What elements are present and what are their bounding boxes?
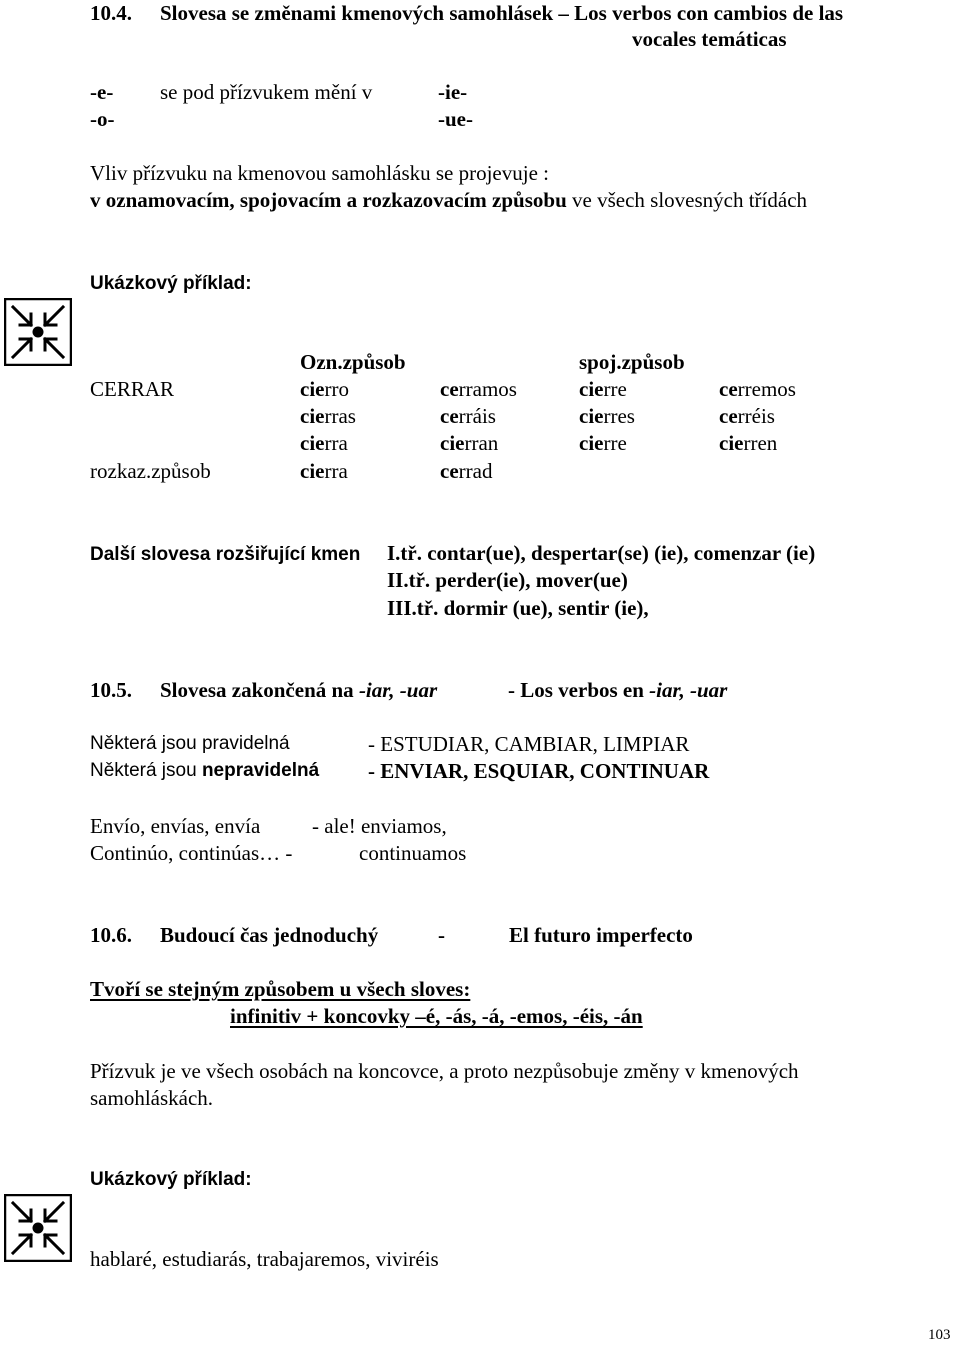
stem: ce bbox=[440, 377, 459, 401]
ending: rra bbox=[324, 431, 348, 455]
conj-subj-pl-1 bbox=[719, 376, 796, 402]
title-endings-es: -iar, -uar bbox=[649, 678, 728, 702]
section-number: 10.4. bbox=[90, 1, 132, 25]
stem: cie bbox=[300, 459, 325, 483]
formation-label: Tvoří se stejným způsobem u všech sloves: bbox=[90, 977, 471, 1001]
verb-infinitive: CERRAR bbox=[90, 377, 175, 401]
stem: cie bbox=[579, 377, 604, 401]
formation-rule: infinitiv + koncovky –é, -ás, -á, -emos, -éis, -án bbox=[230, 1004, 643, 1028]
stem: cie bbox=[300, 377, 325, 401]
stem: ce bbox=[440, 459, 459, 483]
conj-subj-pl-2 bbox=[719, 403, 775, 429]
section-title: Slovesa se změnami kmenových samohlásek – Los verbos con cambios de las bbox=[160, 1, 844, 25]
ending: rramos bbox=[458, 377, 517, 401]
stem: cie bbox=[300, 404, 325, 428]
irregular-list: - ENVIAR, ESQUIAR, CONTINUAR bbox=[368, 759, 710, 783]
ending: rra bbox=[324, 459, 348, 483]
stem: cie bbox=[579, 431, 604, 455]
title-text-es: - Los verbos en bbox=[508, 678, 650, 702]
influence-line-1: Vliv přízvuku na kmenovou samohlásku se projevuje : bbox=[90, 161, 549, 185]
header-indicative: Ozn.způsob bbox=[300, 350, 406, 374]
future-example-forms: hablaré, estudiarás, trabajaremos, viviréis bbox=[90, 1247, 439, 1271]
ending: rréis bbox=[737, 404, 775, 428]
stem: cie bbox=[300, 431, 325, 455]
stress-note-line-1: Přízvuk je ve všech osobách na koncovce, a proto nezpůsobuje změny v kmenových bbox=[90, 1059, 799, 1083]
ending: rre bbox=[603, 431, 627, 455]
more-verbs-class-1: I.tř. contar(ue), despertar(se) (ie), comenzar (ie) bbox=[387, 541, 816, 565]
arrows-converging-icon bbox=[4, 1194, 72, 1262]
conj-subj-pl-3 bbox=[719, 430, 777, 456]
section-title bbox=[160, 677, 437, 703]
conj-ind-pl-3 bbox=[440, 430, 498, 456]
ending: rre bbox=[603, 377, 627, 401]
imperative-pl bbox=[440, 458, 492, 484]
stem: ce bbox=[440, 404, 459, 428]
ending: rras bbox=[324, 404, 356, 428]
conj-subj-sg-2 bbox=[579, 403, 635, 429]
example-enviar-but: - ale! enviamos, bbox=[312, 814, 447, 838]
section-title-es: El futuro imperfecto bbox=[509, 923, 693, 947]
conj-ind-sg-2 bbox=[300, 403, 356, 429]
example-continuar-but: continuamos bbox=[359, 841, 467, 865]
more-verbs-class-2: II.tř. perder(ie), mover(ue) bbox=[387, 568, 628, 592]
conj-subj-sg-1 bbox=[579, 376, 627, 402]
example-enviar-forms: Envío, envías, envía bbox=[90, 814, 261, 838]
conj-ind-pl-1 bbox=[440, 376, 517, 402]
section-number: 10.5. bbox=[90, 678, 132, 702]
conj-subj-sg-3 bbox=[579, 430, 627, 456]
example-label: Ukázkový příklad: bbox=[90, 273, 252, 294]
header-subjunctive: spoj.způsob bbox=[579, 350, 685, 374]
imperative-sg bbox=[300, 458, 348, 484]
vowel-from-o: -o- bbox=[90, 107, 115, 131]
conj-ind-sg-3 bbox=[300, 430, 348, 456]
vowel-change-text: se pod přízvukem mění v bbox=[160, 80, 373, 104]
ending: rres bbox=[603, 404, 635, 428]
more-verbs-caption: Další slovesa rozšiřující kmen bbox=[90, 544, 361, 565]
vowel-to-ie: -ie- bbox=[438, 80, 468, 104]
title-text: Slovesa zakončená na bbox=[160, 678, 359, 702]
section-title-es bbox=[508, 677, 727, 703]
ending: rremos bbox=[737, 377, 796, 401]
regular-label: Některá jsou pravidelná bbox=[90, 733, 290, 754]
stem: ce bbox=[719, 377, 738, 401]
ending: rro bbox=[324, 377, 349, 401]
title-endings: -iar, -uar bbox=[358, 678, 438, 702]
page-number: 103 bbox=[928, 1327, 951, 1343]
influence-rest: ve všech slovesných třídách bbox=[566, 188, 808, 212]
stem: cie bbox=[579, 404, 604, 428]
ending: rráis bbox=[458, 404, 496, 428]
ending: rrad bbox=[458, 459, 493, 483]
ending: rren bbox=[743, 431, 778, 455]
example-label: Ukázkový příklad: bbox=[90, 1169, 252, 1190]
influence-line-2 bbox=[90, 187, 807, 213]
imperative-label: rozkaz.způsob bbox=[90, 459, 211, 483]
arrows-converging-icon bbox=[4, 298, 72, 366]
stem: cie bbox=[440, 431, 465, 455]
ending: rran bbox=[464, 431, 499, 455]
regular-list: - ESTUDIAR, CAMBIAR, LIMPIAR bbox=[368, 732, 690, 756]
influence-moods: v oznamovacím, spojovacím a rozkazovacím způsobu bbox=[90, 188, 567, 212]
section-title-dash: - bbox=[438, 923, 445, 947]
stem: cie bbox=[719, 431, 744, 455]
conj-ind-sg-1 bbox=[300, 376, 349, 402]
irregular-label-text: Některá jsou bbox=[90, 760, 202, 781]
vowel-from-e: -e- bbox=[90, 80, 114, 104]
example-continuar-forms: Continúo, continúas… - bbox=[90, 841, 293, 865]
irregular-label-bold: nepravidelná bbox=[201, 760, 320, 781]
more-verbs-class-3: III.tř. dormir (ue), sentir (ie), bbox=[387, 596, 649, 620]
section-title-continued: vocales temáticas bbox=[632, 27, 787, 51]
section-title-cz: Budoucí čas jednoduchý bbox=[160, 923, 379, 947]
more-verbs-label bbox=[90, 540, 360, 568]
stress-note-line-2: samohláskách. bbox=[90, 1086, 214, 1110]
vowel-to-ue: -ue- bbox=[438, 107, 473, 131]
section-number: 10.6. bbox=[90, 923, 132, 947]
irregular-label bbox=[90, 758, 319, 784]
conj-ind-pl-2 bbox=[440, 403, 496, 429]
stem: ce bbox=[719, 404, 738, 428]
